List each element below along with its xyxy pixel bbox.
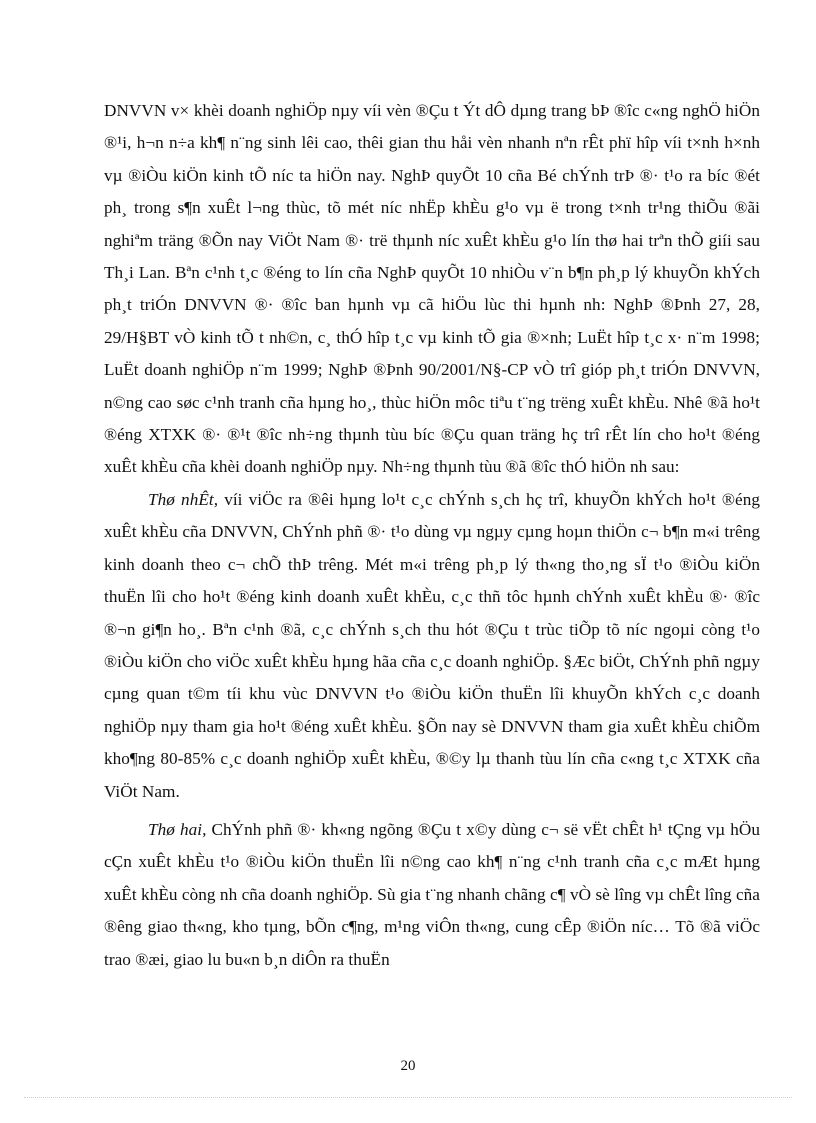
paragraph-2 (104, 484, 760, 808)
paragraph-3-text: ChÝnh phñ ®· kh«ng ngõng ®Çu t x©y dùng c¬ së vËt chÊt h¹ tÇng vµ hÖu cÇn xuÊt khÈu t¹o ®iÒu kiÖn thuËn lîi n©ng cao kh¶ n¨ng c¹nh tranh cña c¸c mÆt hµng xuÊt khÈu còng nh cña doanh nghiÖp. Sù gia t¨ng nhanh chãng c¶ vÒ sè lîng vµ chÊt lîng cña ®êng giao th«ng, kho tµng, bÕn c¶ng, m¹ng viÔn th«ng, cung cÊp ®iÖn níc… Tõ ®ã viÖc trao ®æi, giao lu bu«n b¸n diÔn ra thuËn (104, 819, 760, 969)
page-bottom-divider (24, 1097, 792, 1098)
page-number: 20 (400, 1058, 416, 1074)
paragraph-2-text: víi viÖc ra ®êi hµng lo¹t c¸c chÝnh s¸ch hç trî, khuyÕn khÝch ho¹t ®éng xuÊt khÈu cña DNVVN, ChÝnh phñ ®· t¹o dùng vµ ngµy cµng hoµn thiÖn c¬ b¶n m«i trêng kinh doanh theo c¬ chÕ thÞ trêng. Mét m«i trêng ph¸p lý th«ng tho¸ng sÏ t¹o ®iÒu kiÖn thuËn lîi cho ho¹t ®éng kinh doanh xuÊt khÈu, c¸c thñ tôc hµnh chÝnh xuÊt khÈu ®· ®îc ®¬n gi¶n ho¸. Bªn c¹nh ®ã, c¸c chÝnh s¸ch thu hót ®Çu t trùc tiÕp tõ níc ngoµi còng t¹o ®iÒu kiÖn cho viÖc xuÊt khÈu hµng hãa cña c¸c doanh nghiÖp. §Æc biÖt, ChÝnh phñ ngµy cµng quan t©m tíi khu vùc DNVVN t¹o ®iÒu kiÖn thuËn lîi khuyÕn khÝch c¸c doanh nghiÖp nµy tham gia ho¹t ®éng xuÊt khÈu. §Õn nay sè DNVVN tham gia xuÊt khÈu chiÕm kho¶ng 80-85% c¸c doanh nghiÖp xuÊt khÈu, ®©y lµ thanh tùu lín cña c«ng t¸c XTXK cña ViÖt Nam. (104, 489, 760, 801)
paragraph-2-lead: Thø nhÊt, (148, 489, 219, 509)
paragraph-3 (104, 814, 760, 976)
paragraph-1 (104, 95, 760, 484)
paragraph-1-text: DNVVN v× khèi doanh nghiÖp nµy víi vèn ®Çu t Ýt dÔ dµng trang bÞ ®îc c«ng nghÖ hiÖn ®¹i, h¬n n÷a kh¶ n¨ng sinh lêi cao, thêi gian thu håi vèn nhanh nªn rÊt phï hîp víi t×nh h×nh vµ ®iÒu kiÖn kinh tÕ níc ta hiÖn nay. NghÞ quyÕt 10 cña Bé chÝnh trÞ ®· t¹o ra bíc ®ét ph¸ trong s¶n xuÊt l¬ng thùc, tõ mét níc nhËp khÈu g¹o vµ ë trong t×nh tr¹ng thiÕu ®ãi nghiªm träng ®Õn nay ViÖt Nam ®· trë thµnh níc xuÊt khÈu g¹o lín thø hai trªn thÕ giíi sau Th¸i Lan. Bªn c¹nh t¸c ®éng to lín cña NghÞ quyÕt 10 nhiÒu v¨n b¶n ph¸p lý khuyÕn khÝch ph¸t triÓn DNVVN ®· ®îc ban hµnh vµ cã hiÖu lùc thi hµnh nh: NghÞ ®Þnh 27, 28, 29/H§BT vÒ kinh tÕ t nh©n, c¸ thÓ hîp t¸c vµ kinh tÕ gia ®×nh; LuËt hîp t¸c x· n¨m 1998; LuËt doanh nghiÖp n¨m 1999; NghÞ ®Þnh 90/2001/N§-CP vÒ trî gióp ph¸t triÓn DNVVN, n©ng cao søc c¹nh tranh cña hµng ho¸, thùc hiÖn môc tiªu t¨ng trëng xuÊt khÈu. Nhê ®ã ho¹t ®éng XTXK ®· ®¹t ®îc nh÷ng thµnh tùu bíc ®Çu quan träng hç trî rÊt lín cho ho¹t ®éng xuÊt khÈu cña khèi doanh nghiÖp nµy. Nh÷ng thµnh tùu ®ã ®îc thÓ hiÖn nh sau: (104, 101, 760, 477)
paragraph-3-lead: Thø hai, (148, 819, 207, 839)
document-page (104, 95, 760, 976)
